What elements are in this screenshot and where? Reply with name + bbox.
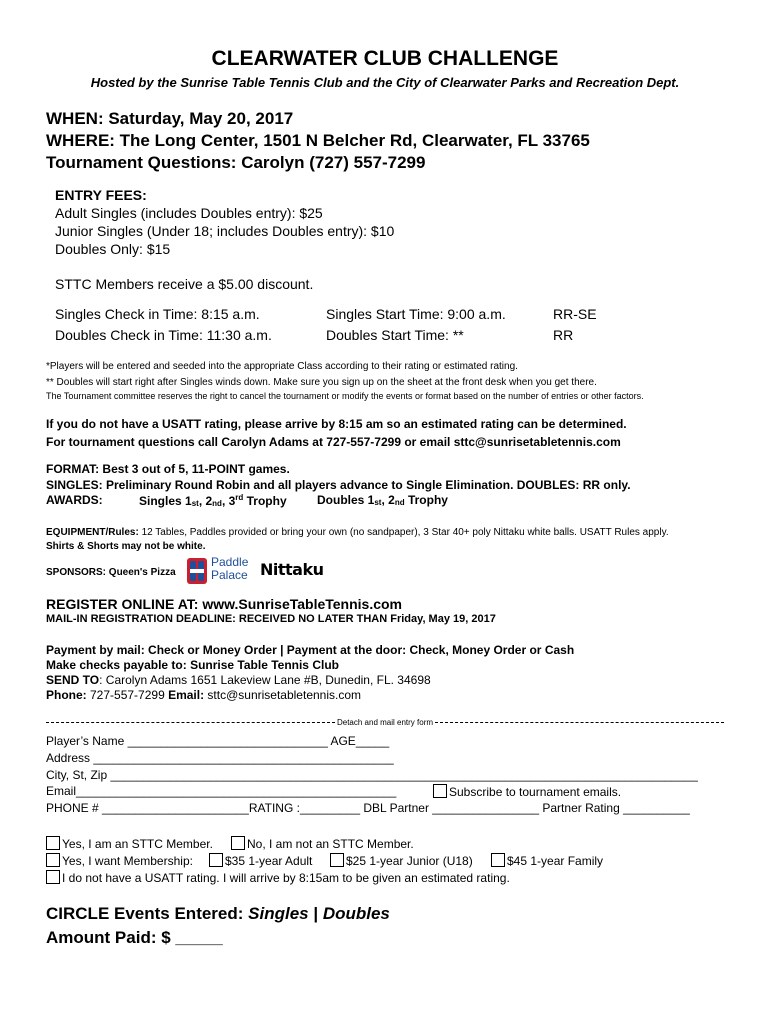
email-field[interactable]: Email________________________________________________ [46, 784, 397, 798]
membership-adult-checkbox[interactable] [209, 853, 223, 867]
doubles-award: Doubles 1st, 2nd Trophy [317, 493, 448, 507]
membership-yes-option[interactable]: Yes, I want Membership: [46, 853, 193, 868]
event-doubles[interactable]: Doubles [322, 904, 390, 923]
doubles-format: RR [553, 327, 574, 343]
membership-family-option[interactable]: $45 1-year Family [491, 853, 603, 868]
note-doubles: ** Doubles will start right after Singles winds down. Make sure you sign up on the sheet at the front desk when you get there. [46, 377, 597, 388]
membership-family-checkbox[interactable] [491, 853, 505, 867]
detach-label: Detach and mail entry form [336, 718, 434, 727]
awards-label: AWARDS: [46, 493, 103, 507]
paddle-palace-line2: Palace [211, 568, 248, 582]
note-committee: The Tournament committee reserves the right to cancel the tournament or modify the events or format based on the number of entries or other factors. [46, 391, 644, 401]
fee-junior: Junior Singles (Under 18; includes Doubles entry): $10 [55, 223, 395, 239]
player-name-field[interactable]: Player’s Name ______________________________ AGE_____ [46, 734, 390, 748]
send-to: SEND TO: Carolyn Adams 1651 Lakeview Lane #B, Dunedin, FL. 34698 [46, 673, 431, 687]
subscribe-option[interactable] [433, 784, 621, 799]
payable-to: Make checks payable to: Sunrise Table Tennis Club [46, 658, 339, 672]
amount-paid-field[interactable]: Amount Paid: $ _____ [46, 928, 223, 947]
paddle-palace-line1: Paddle [211, 555, 249, 569]
event-date: WHEN: Saturday, May 20, 2017 [46, 109, 294, 128]
event-location: WHERE: The Long Center, 1501 N Belcher Rd, Clearwater, FL 33765 [46, 131, 590, 150]
singles-format-line: SINGLES: Preliminary Round Robin and all players advance to Single Elimination. DOUBLES: RR only. [46, 478, 631, 492]
equipment-line: EQUIPMENT/Rules: 12 Tables, Paddles provided or bring your own (no sandpaper), 3 Star 40+ poly Nittaku white balls. USATT Rules apply. [46, 527, 669, 538]
singles-format: RR-SE [553, 306, 597, 322]
rating-instructions: If you do not have a USATT rating, please arrive by 8:15 am so an estimated rating can be determined. [46, 417, 627, 431]
singles-checkin: Singles Check in Time: 8:15 a.m. [55, 306, 260, 322]
member-no-checkbox[interactable] [231, 836, 245, 850]
questions-instructions: For tournament questions call Carolyn Adams at 727-557-7299 or email sttc@sunrisetabletennis.com [46, 435, 621, 449]
membership-adult-option[interactable]: $35 1-year Adult [209, 853, 312, 868]
paddle-palace-icon [187, 558, 207, 584]
fee-adult: Adult Singles (includes Doubles entry): $25 [55, 205, 323, 221]
singles-award: Singles 1st, 2nd, 3rd Trophy [139, 493, 287, 508]
format-line: FORMAT: Best 3 out of 5, 11-POINT games. [46, 462, 290, 476]
contact-line: Phone: 727-557-7299 Email: sttc@sunrisetabletennis.com [46, 688, 362, 702]
fees-heading: ENTRY FEES: [55, 187, 147, 203]
city-state-zip-field[interactable]: City, St, Zip ________________________________________________________________________________________ [46, 768, 698, 782]
no-rating-option[interactable]: I do not have a USATT rating. I will arrive by 8:15am to be given an estimated rating. [46, 870, 510, 885]
member-yes-option[interactable]: Yes, I am an STTC Member. [46, 836, 213, 851]
doubles-start: Doubles Start Time: ** [326, 327, 464, 343]
shirts-rule: Shirts & Shorts may not be white. [46, 541, 206, 552]
page-title: CLEARWATER CLUB CHALLENGE [211, 47, 559, 70]
fee-doubles: Doubles Only: $15 [55, 241, 171, 257]
membership-junior-option[interactable]: $25 1-year Junior (U18) [330, 853, 473, 868]
no-rating-checkbox[interactable] [46, 870, 60, 884]
register-online: REGISTER ONLINE AT: www.SunriseTableTennis.com [46, 596, 403, 612]
phone-rating-field[interactable]: PHONE # ______________________RATING :_________ DBL Partner ________________ Partner Rating __________ [46, 801, 690, 815]
address-field[interactable]: Address _____________________________________________ [46, 751, 394, 765]
awards-line [46, 493, 448, 508]
questions-contact: Tournament Questions: Carolyn (727) 557-7299 [46, 153, 426, 172]
singles-start: Singles Start Time: 9:00 a.m. [326, 306, 506, 322]
nittaku-logo: Nittaku [260, 560, 324, 579]
membership-junior-checkbox[interactable] [330, 853, 344, 867]
page-subtitle: Hosted by the Sunrise Table Tennis Club and the City of Clearwater Parks and Recreation Dept. [90, 75, 680, 90]
member-no-option[interactable]: No, I am not an STTC Member. [231, 836, 414, 851]
member-discount: STTC Members receive a $5.00 discount. [55, 276, 314, 292]
event-singles[interactable]: Singles [248, 904, 309, 923]
payment-methods: Payment by mail: Check or Money Order | Payment at the door: Check, Money Order or Cash [46, 643, 575, 657]
detach-line [46, 718, 724, 727]
mailin-deadline: MAIL-IN REGISTRATION DEADLINE: RECEIVED NO LATER THAN Friday, May 19, 2017 [46, 613, 496, 625]
subscribe-label: Subscribe to tournament emails. [449, 785, 622, 799]
doubles-checkin: Doubles Check in Time: 11:30 a.m. [55, 327, 272, 343]
events-entered: CIRCLE Events Entered: Singles | Doubles [46, 904, 390, 923]
membership-yes-checkbox[interactable] [46, 853, 60, 867]
paddle-palace-logo [183, 556, 253, 586]
member-yes-checkbox[interactable] [46, 836, 60, 850]
sponsors-label: SPONSORS: Queen's Pizza [46, 567, 176, 578]
note-seeding: *Players will be entered and seeded into the appropriate Class according to their rating or estimated rating. [46, 361, 518, 372]
subscribe-checkbox[interactable] [433, 784, 447, 798]
